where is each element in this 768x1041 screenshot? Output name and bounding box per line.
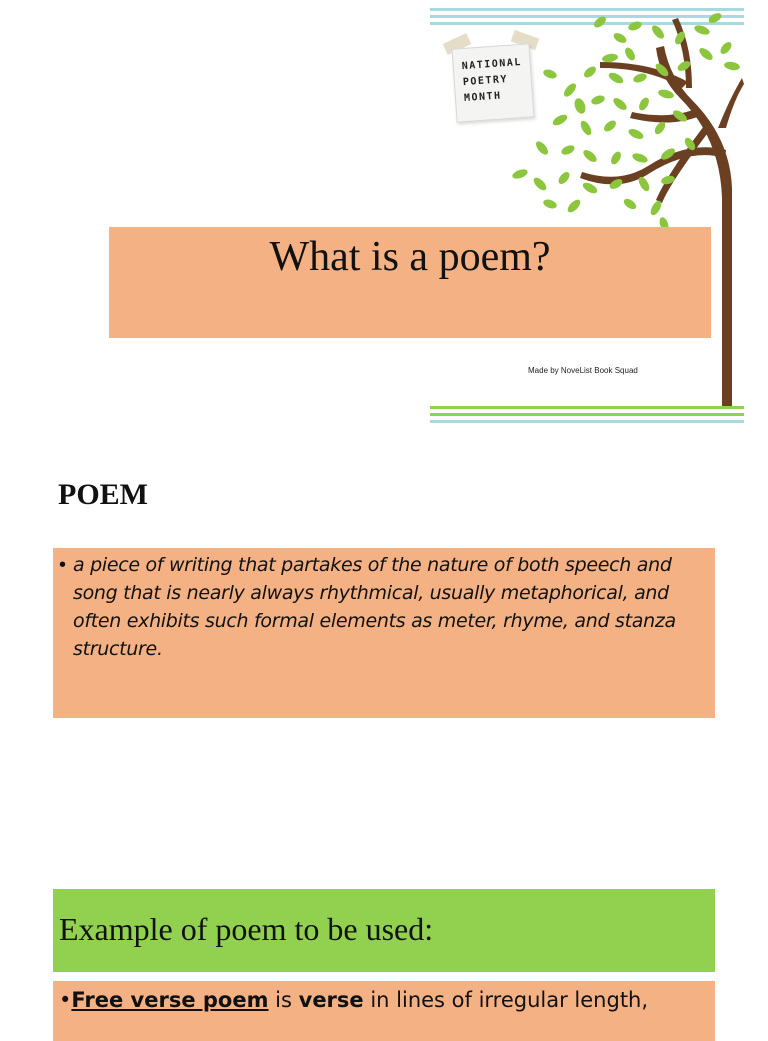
example-heading: Example of poem to be used: [59,911,434,947]
tree-branch [630,108,700,123]
free-verse-term: Free verse poem [71,988,269,1012]
tree-branch [718,78,744,128]
poem-definition: a piece of writing that partakes of the nature of both speech and song that is nearly always rhythmical, usually metaphorical, and often exhibits such formal elements as meter, rhyme, and stanza structure. [73,554,676,660]
note-line: NATIONAL [461,56,523,73]
verse-word: verse [298,988,364,1012]
bullet-glyph: • [59,554,67,576]
stripe [430,406,744,409]
text-fragment: in lines of irregular length, [363,988,649,1012]
text-fragment: is [268,988,299,1012]
bottom-stripes [430,406,744,427]
national-poetry-month-note [452,43,535,122]
note-line: MONTH [463,90,502,105]
slide-title-box [109,227,711,338]
poem-heading: POEM [58,478,148,511]
stripe [430,420,744,423]
note-line: POETRY [462,73,509,89]
title-slide-artwork [430,8,744,422]
slide-title: What is a poem? [269,234,551,280]
credit-text: Made by NoveList Book Squad [528,366,638,375]
tree-branch [580,147,726,184]
definition-box [53,548,715,718]
stripe [430,413,744,416]
free-verse-box [53,981,715,1041]
bullet-glyph: • [59,988,72,1012]
definition-bullet-item [59,551,699,663]
example-heading-box [53,889,715,972]
